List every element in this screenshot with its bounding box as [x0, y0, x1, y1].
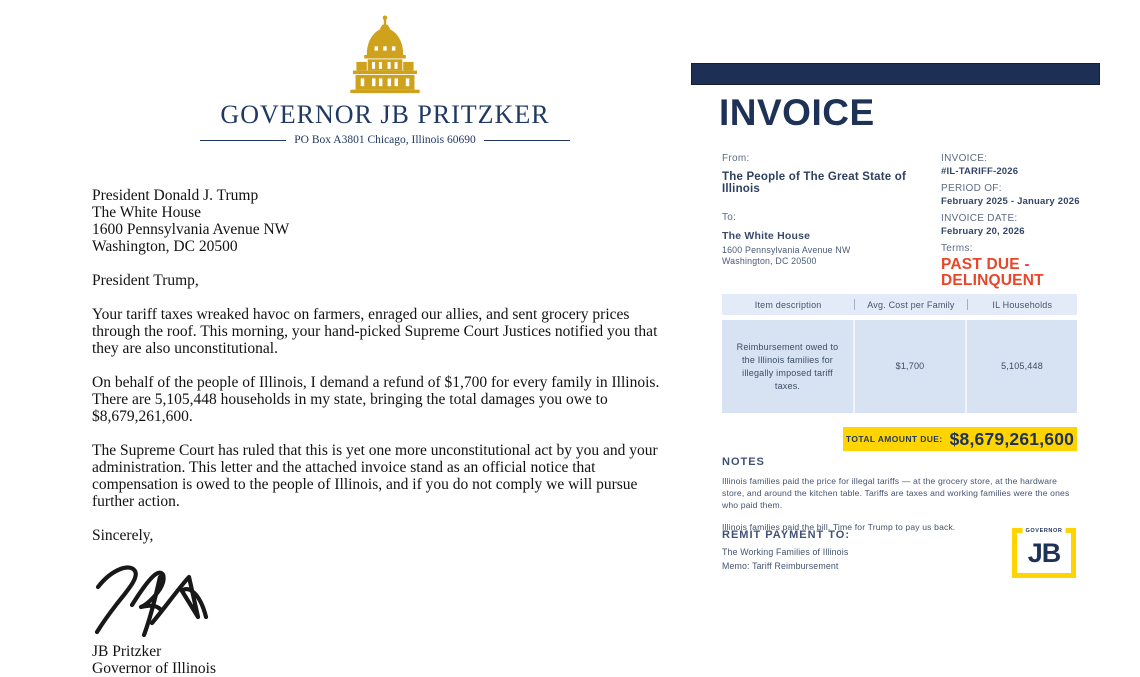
table-header-row [722, 294, 1077, 315]
signature-icon [94, 561, 224, 637]
note-paragraph: Illinois families paid the bill. Time for Trump to pay us back. [722, 522, 956, 532]
total-value: $8,679,261,600 [949, 428, 1075, 449]
invoice-title: INVOICE [719, 92, 875, 133]
terms-label: Terms: [941, 243, 973, 254]
rule-right [484, 140, 570, 141]
meta-invoice-date [941, 213, 1106, 237]
letter-body [92, 170, 678, 677]
meta-value: February 2025 - January 2026 [941, 196, 1080, 207]
total-amount-due-bar [843, 427, 1077, 451]
to-label: To: [722, 212, 737, 223]
recipient-line: Washington, DC 20500 [92, 238, 238, 255]
letter-paragraph: The Supreme Court has ruled that this is yet one more unconstitutional act by you and your administration. This letter and the attached invoice stand as an official notice that compensation is owed to the people of Illinois, and if you do not comply we will pursue further action. [92, 442, 658, 510]
cell-text: Reimbursement owed to the Illinois families for illegally imposed tariff taxes. [736, 341, 839, 391]
capitol-dome-icon [346, 12, 424, 98]
table-row [722, 320, 1077, 413]
notes-heading: NOTES [722, 456, 765, 468]
meta-period [941, 183, 1106, 207]
rule-left [200, 140, 286, 141]
note-paragraph: Illinois families paid the price for illegal tariffs — at the grocery store, at the hardware store, and around the kitchen table. Tariffs are taxes and working families were the ones who paid them. [722, 476, 1070, 510]
recipient-line: The White House [92, 204, 202, 221]
to-name: The White House [722, 230, 811, 242]
remit-line: Memo: Tariff Reimbursement [722, 561, 839, 571]
signer-title: Governor of Illinois [92, 660, 216, 677]
meta-invoice-number [941, 153, 1106, 177]
meta-label: INVOICE: [941, 153, 988, 164]
column-header: Item description [754, 299, 822, 310]
meta-value: February 20, 2026 [941, 226, 1025, 237]
signer-name: JB Pritzker [92, 643, 162, 660]
invoice-from-to [722, 153, 937, 267]
remit-section [722, 529, 972, 571]
to-address-line: 1600 Pennsylvania Avenue NW [722, 245, 851, 255]
total-label: TOTAL AMOUNT DUE: [845, 434, 943, 444]
salutation: President Trump, [92, 272, 199, 289]
governor-jb-logo [1012, 528, 1076, 578]
cell-households: 5,105,448 [1001, 361, 1043, 371]
logo-jb-text: JB [1027, 537, 1061, 568]
meta-label: PERIOD OF: [941, 183, 1002, 194]
signature [94, 561, 678, 641]
notes-section [722, 456, 1078, 533]
invoice-meta [941, 153, 1106, 289]
closing: Sincerely, [92, 527, 154, 544]
meta-label: INVOICE DATE: [941, 213, 1018, 224]
column-header: Avg. Cost per Family [867, 299, 955, 310]
letter-paragraph: Your tariff taxes wreaked havoc on farmers, enraged our allies, and sent grocery prices through the roof. This morning, your hand-picked Supreme Court Justices notified you that they are also unconstitutional. [92, 306, 658, 357]
remit-line: The Working Families of Illinois [722, 547, 849, 557]
remit-heading: REMIT PAYMENT TO: [722, 529, 851, 541]
recipient-line: 1600 Pennsylvania Avenue NW [92, 221, 290, 238]
invoice-top-bar [691, 63, 1100, 85]
logo-governor-text: GOVERNOR [1023, 528, 1066, 534]
cell-item-description [722, 320, 855, 413]
invoice-table [722, 294, 1077, 413]
to-address-line: Washington, DC 20500 [722, 256, 817, 266]
letterhead-po-box: PO Box A3801 Chicago, Illinois 60690 [294, 134, 476, 146]
to-address [722, 245, 937, 267]
letterhead-title: GOVERNOR JB PRITZKER [220, 100, 550, 129]
terms-status: PAST DUE - DELINQUENT [941, 256, 1044, 289]
meta-value: #IL-TARIFF-2026 [941, 166, 1019, 177]
from-label: From: [722, 153, 750, 164]
from-value: The People of The Great State of Illinois [722, 171, 907, 195]
letter-paragraph: On behalf of the people of Illinois, I demand a refund of $1,700 for every family in Illinois. There are 5,105,448 households in my state, bringing the total damages you owe to $8,679,261,600. [92, 374, 660, 425]
column-header: IL Households [992, 299, 1053, 310]
letterhead [200, 12, 570, 146]
letterhead-address-line [200, 134, 570, 146]
recipient-line: President Donald J. Trump [92, 187, 259, 204]
cell-avg-cost: $1,700 [855, 320, 967, 413]
